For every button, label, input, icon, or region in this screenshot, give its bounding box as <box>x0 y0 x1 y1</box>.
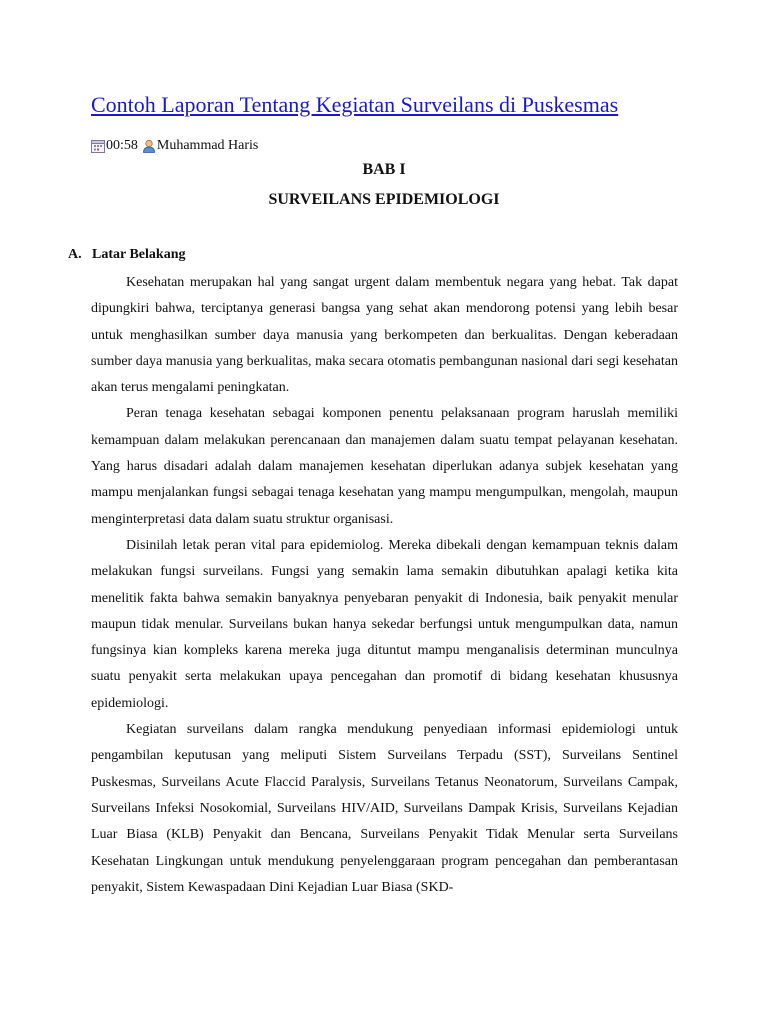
section-number: A. <box>68 247 82 262</box>
section-title: Latar Belakang <box>92 247 186 262</box>
paragraph: Peran tenaga kesehatan sebagai komponen penentu pelaksanaan program haruslah memiliki kemampuan dalam melakukan perencanaan dan manajemen dalam suatu tempat pelayanan kesehatan. Yang harus disadari adalah dalam manajemen kesehatan diperlukan adanya subjek kesehatan yang mampu menjalankan fungsi sebagai tenaga kesehatan yang mampu mengumpulkan, mengolah, maupun menginterpretasi data dalam suatu struktur organisasi. <box>91 406 678 527</box>
paragraph: Disinilah letak peran vital para epidemiolog. Mereka dibekali dengan kemampuan teknis dalam melakukan fungsi surveilans. Fungsi yang semakin lama semakin dibutuhkan apalagi ketika kita menelitik fakta bahwa semakin banyaknya penyebaran penyakit di Indonesia, baik penyakit menular maupun tidak menular. Surveilans bukan hanya sekedar berfungsi untuk mengumpulkan data, namun fungsinya kian kompleks karena mereka juga dituntut mampu menganalisis determinan munculnya suatu penyakit serta melakukan upaya pencegahan dan promotif di bidang kesehatan khususnya epidemiologi. <box>91 537 678 711</box>
chapter-heading: BAB I <box>362 161 406 178</box>
paragraph: Kegiatan surveilans dalam rangka mendukung penyediaan informasi epidemiologi untuk pengambilan keputusan yang meliputi Sistem Surveilans Terpadu (SST), Surveilans Sentinel Puskesmas, Surveilans Acute Flaccid Paralysis, Surveilans Tetanus Neonatorum, Surveilans Campak, Surveilans Infeksi Nosokomial, Surveilans HIV/AID, Surveilans Dampak Krisis, Surveilans Kejadian Luar Biasa (KLB) Penyakit dan Bencana, Surveilans Penyakit Tidak Menular serta Surveilans Kesehatan Lingkungan untuk mendukung penyelenggaraan program pencegahan dan pemberantasan penyakit, Sistem Kewaspadaan Dini Kejadian Luar Biasa (SKD- <box>91 722 678 895</box>
paragraph: Kesehatan merupakan hal yang sangat urgent dalam membentuk negara yang hebat. Tak dapat dipungkiri bahwa, terciptanya generasi bangsa yang sehat akan mendorong potensi yang lebih besar untuk menghasilkan sumber daya manusia yang berkompeten dan berkualitas. Dengan keberadaan sumber daya manusia yang berkualitas, maka secara otomatis pembangunan nasional dari segi kesehatan akan terus mengalami peningkatan. <box>91 275 678 396</box>
post-meta <box>91 137 258 155</box>
chapter-title: SURVEILANS EPIDEMIOLOGI <box>268 191 500 208</box>
post-author-name: Muhammad Haris <box>156 138 259 153</box>
post-time: 00:58 <box>106 138 138 153</box>
user-icon <box>142 139 156 153</box>
post-author[interactable] <box>142 137 258 155</box>
body-text <box>91 270 678 901</box>
calendar-icon <box>91 139 105 153</box>
post-title-link[interactable]: Contoh Laporan Tentang Kegiatan Surveilans di Puskesmas <box>91 92 619 117</box>
section-heading <box>68 245 185 265</box>
